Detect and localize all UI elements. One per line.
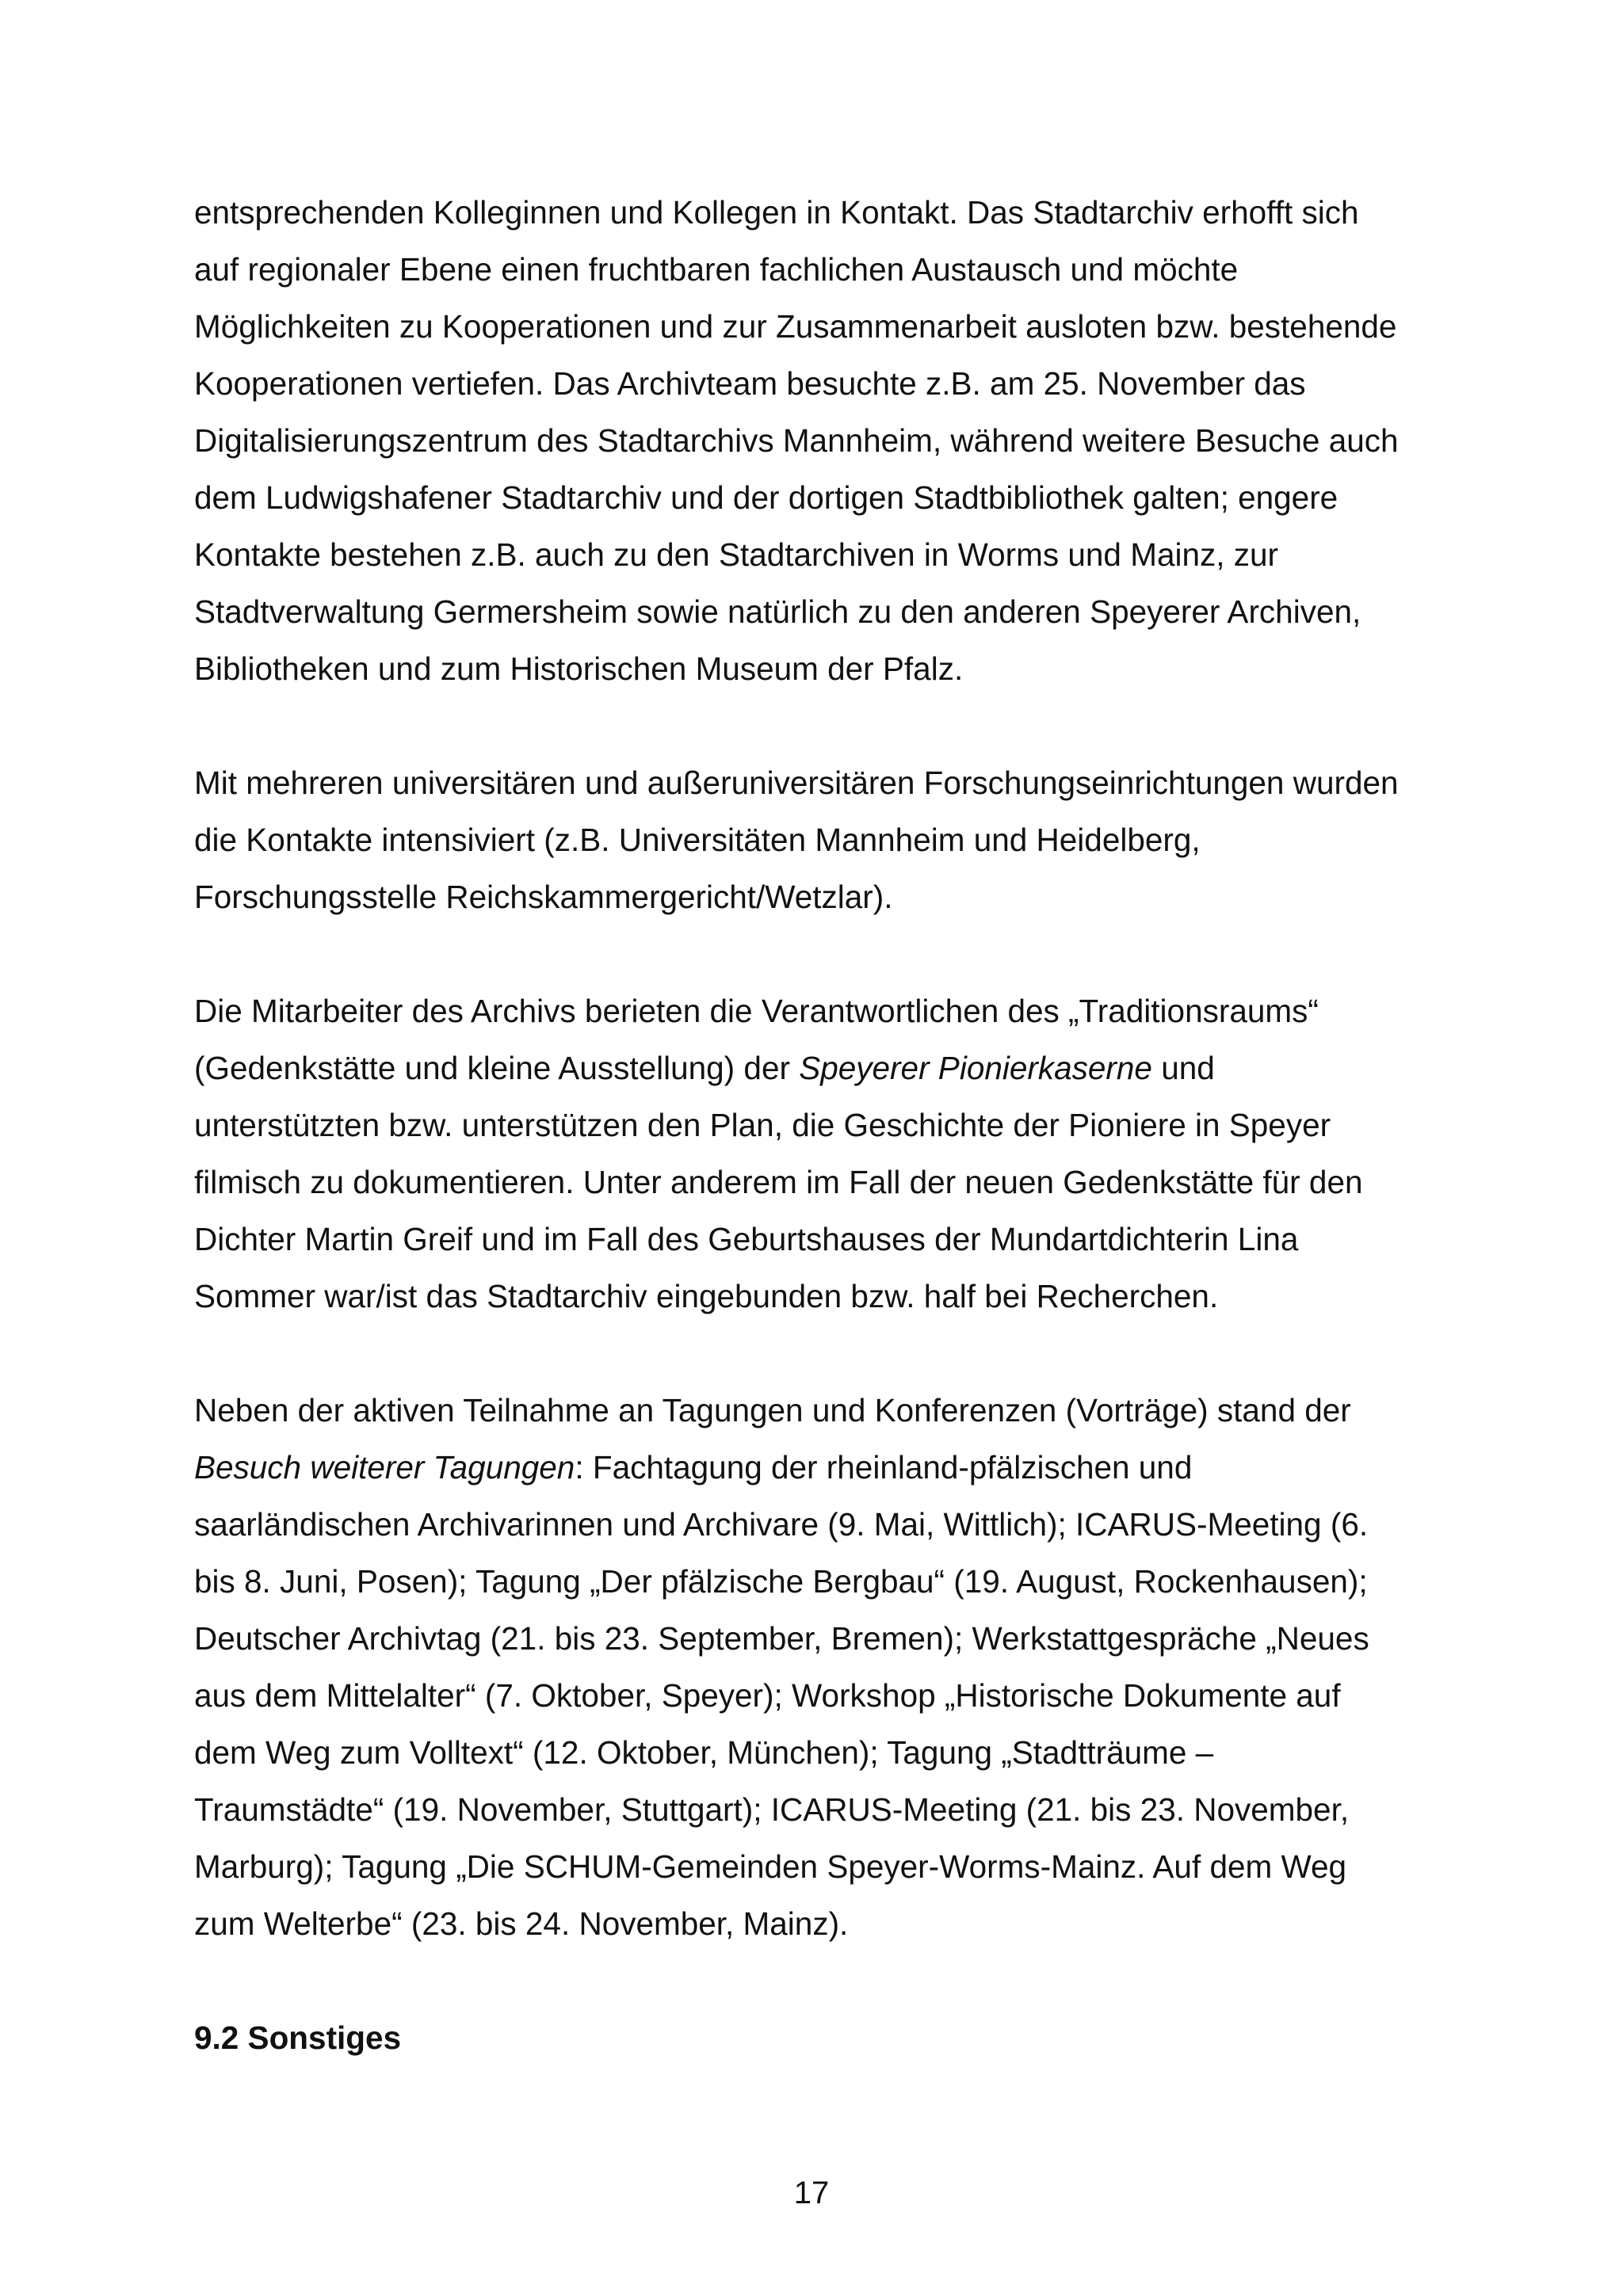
paragraph-gap xyxy=(194,1952,1462,2009)
emphasis-text: Besuch weiterer Tagungen xyxy=(194,1449,575,1486)
emphasis-text: Speyerer Pionierkaserne xyxy=(799,1050,1152,1086)
paragraph-gap xyxy=(194,925,1462,982)
paragraph-text: und unterstützten bzw. unterstützen den Plan, die Geschichte der Pioniere in Speyer filmisch zu dokumentieren. Unter anderem im Fall der neuen Gedenkstätte für den Dichter Martin Greif und im Fall des Geburtshauses der Mundartdichterin Lina Sommer war/ist das Stadtarchiv eingebunden bzw. half bei Recherchen. xyxy=(194,1050,1363,1314)
section-heading: 9.2 Sonstiges xyxy=(194,2019,402,2056)
paragraph-text: Die Mitarbeiter des Archivs berieten die Verantwortlichen des „Traditionsraums“ (Gedenkstätte und kleine Ausstellung) der xyxy=(194,993,1319,1086)
page-number: 17 xyxy=(793,2176,830,2210)
paragraph-gap xyxy=(194,697,1462,754)
paragraph-gap xyxy=(194,1325,1462,1382)
paragraph-pioneer-barracks xyxy=(194,982,1462,1325)
paragraph-text: Neben der aktiven Teilnahme an Tagungen und Konferenzen (Vorträge) stand der xyxy=(194,1392,1351,1428)
paragraph-research-institutions: Mit mehreren universitären und außeruniversitären Forschungseinrichtungen wurden die Kontakte intensiviert (z.B. Universitäten Mannheim und Heidelberg, Forschungsstelle Reichskammergericht/Wetzlar). xyxy=(194,765,1399,915)
page-content xyxy=(194,184,1462,2066)
paragraph-conferences xyxy=(194,1382,1462,1952)
paragraph-contacts: entsprechenden Kolleginnen und Kollegen in Kontakt. Das Stadtarchiv erhofft sich auf regionaler Ebene einen fruchtbaren fachlichen Austausch und möchte Möglichkeiten zu Kooperationen und zur Zusammenarbeit ausloten bzw. bestehende Kooperationen vertiefen. Das Archivteam besuchte z.B. am 25. November das Digitalisierungszentrum des Stadtarchivs Mannheim, während weitere Besuche auch dem Ludwigshafener Stadtarchiv und der dortigen Stadtbibliothek galten; engere Kontakte bestehen z.B. auch zu den Stadtarchiven in Worms und Mainz, zur Stadtverwaltung Germersheim sowie natürlich zu den anderen Speyerer Archiven, Bibliotheken und zum Historischen Museum der Pfalz. xyxy=(194,194,1399,687)
paragraph-text: : Fachtagung der rheinland-pfälzischen und saarländischen Archivarinnen und Archivare (9. Mai, Wittlich); ICARUS-Meeting (6. bis 8. Juni, Posen); Tagung „Der pfälzische Bergbau“ (19. August, Rockenhausen); Deutscher Archivtag (21. bis 23. September, Bremen); Werkstattgespräche „Neues aus dem Mittelalter“ (7. Oktober, Speyer); Workshop „Historische Dokumente auf dem Weg zum Volltext“ (12. Oktober, München); Tagung „Stadtträume – Traumstädte“ (19. November, Stuttgart); ICARUS-Meeting (21. bis 23. November, Marburg); Tagung „Die SCHUM-Gemeinden Speyer-Worms-Mainz. Auf dem Weg zum Welterbe“ (23. bis 24. November, Mainz). xyxy=(194,1449,1369,1942)
